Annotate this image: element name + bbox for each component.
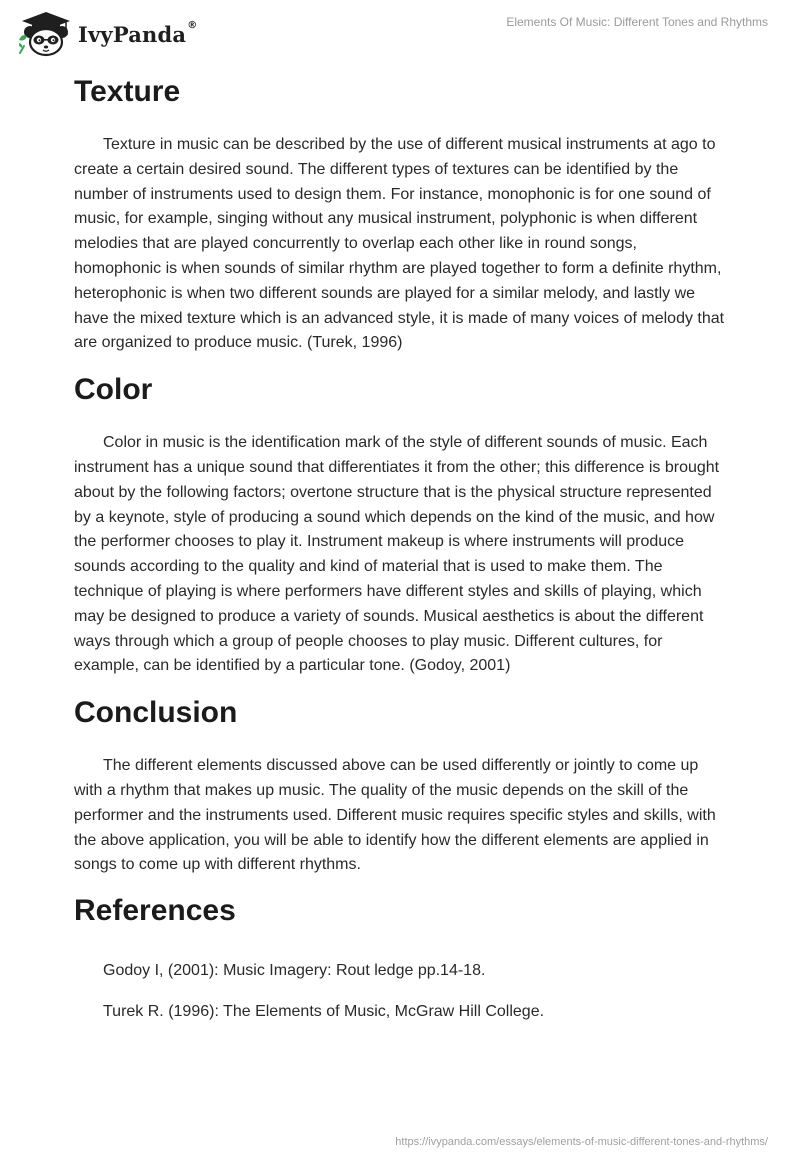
section-heading-color: Color	[74, 373, 153, 407]
section-heading-references: References	[74, 894, 236, 928]
brand-name	[78, 19, 198, 47]
brand-logo[interactable]	[16, 9, 197, 57]
section-body-color: Color in music is the identification mark of the style of different sounds of music. Each instrument has a unique sound that differentiates it from the other; this difference is brought about by the following factors; overtone structure that is the physical structure represented by a keynote, style of producing a sound which depends on the kind of the music, and how the performer chooses to play it. Instrument makeup is where instruments will produce sounds according to the quality and kind of material that is used to make them. The technique of playing is where performers have different styles and skills of playing, which may be designed to produce a variety of sounds. Musical aesthetics is about the different ways through which a group of people chooses to play music. Different cultures, for example, can be identified by a particular tone. (Godoy, 2001)	[74, 434, 720, 675]
document-title: Elements Of Music: Different Tones and Rhythms	[506, 15, 768, 29]
reference-item: Turek R. (1996): The Elements of Music, McGraw Hill College.	[103, 1003, 545, 1021]
source-url[interactable]: https://ivypanda.com/essays/elements-of-music-different-tones-and-rhythms/	[395, 1136, 768, 1148]
reference-item: Godoy I, (2001): Music Imagery: Rout ledge pp.14-18.	[103, 962, 486, 980]
section-heading-texture: Texture	[74, 75, 181, 108]
essay-content	[74, 72, 728, 1023]
section-body-texture: Texture in music can be described by the use of different musical instruments at ago to create a certain desired sound. The different types of textures can be identified by the number of instruments used to design them. For instance, monophonic is for one sound of music, for example, singing without any musical instrument, polyphonic is when different melodies that are played concurrently to overlap each other like in round songs, homophonic is when sounds of similar rhythm are played together to form a definite rhythm, heterophonic is when two different sounds are played for a similar melody, and lastly we have the mixed texture which is an advanced style, it is made of many voices of melody that are organized to produce music. (Turek, 1996)	[74, 136, 725, 352]
section-heading-conclusion: Conclusion	[74, 696, 238, 730]
section-body-conclusion: The different elements discussed above can be used differently or jointly to come up with a rhythm that makes up music. The quality of the music depends on the skill of the performer and the instruments used. Different music requires specific styles and skills, with the above application, you will be able to identify how the different elements are applied in songs to come up with different rhythms.	[74, 757, 716, 874]
registered-mark: ®	[187, 19, 198, 31]
page-header	[0, 0, 800, 64]
panda-graduation-cap-icon	[16, 9, 72, 57]
brand-name-text: IvyPanda	[78, 21, 187, 47]
